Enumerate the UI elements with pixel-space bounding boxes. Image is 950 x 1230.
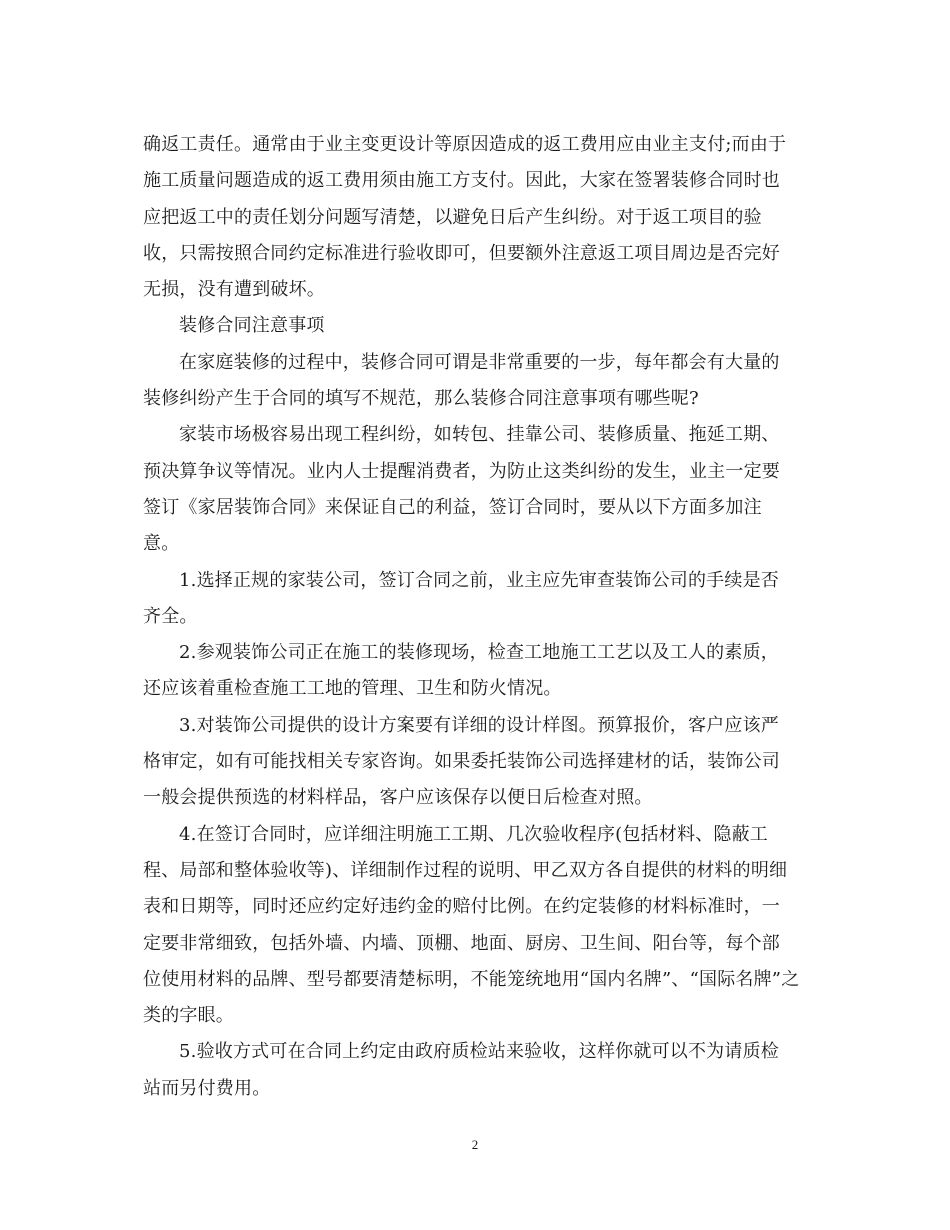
text-line: 签订《家居装饰合同》来保证自己的利益，签订合同时，要从以下方面多加注 — [143, 496, 762, 518]
text-line: 程、局部和整体验收等)、详细制作过程的说明、甲乙双方各自提供的材料的明细 — [143, 859, 788, 881]
text-line: 位使用材料的品牌、型号都要清楚标明，不能笼统地用“国内名牌”、“国际名牌”之 — [143, 968, 800, 990]
text-line: 站而另付费用。 — [143, 1077, 271, 1099]
text-line: 无损，没有遭到破坏。 — [143, 279, 325, 301]
text-line: 格审定，如有可能找相关专家咨询。如果委托装饰公司选择建材的话，装饰公司 — [143, 751, 780, 773]
text-line: 3.对装饰公司提供的设计方案要有详细的设计样图。预算报价，客户应该严 — [179, 714, 779, 736]
text-line: 应把返工中的责任划分问题写清楚，以避免日后产生纠纷。对于返工项目的验 — [143, 206, 762, 228]
text-line: 预决算争议等情况。业内人士提醒消费者，为防止这类纠纷的发生，业主一定要 — [143, 460, 780, 482]
text-line: 施工质量问题造成的返工费用须由施工方支付。因此，大家在签署装修合同时也 — [143, 170, 780, 192]
text-line: 装修合同注意事项 — [179, 315, 325, 337]
text-line: 在家庭装修的过程中，装修合同可谓是非常重要的一步，每年都会有大量的 — [179, 351, 780, 373]
text-line: 齐全。 — [143, 605, 198, 627]
page-number: 2 — [471, 1137, 479, 1152]
text-line: 定要非常细致，包括外墙、内墙、顶棚、地面、厨房、卫生间、阳台等，每个部 — [143, 932, 780, 954]
body-text — [143, 127, 811, 1107]
text-line: 装修纠纷产生于合同的填写不规范，那么装修合同注意事项有哪些呢? — [143, 388, 699, 410]
text-line: 还应该着重检查施工工地的管理、卫生和防火情况。 — [143, 678, 562, 700]
text-line: 意。 — [143, 533, 180, 555]
text-line: 2.参观装饰公司正在施工的装修现场，检查工地施工工艺以及工人的素质， — [179, 642, 779, 664]
text-line: 表和日期等，同时还应约定好违约金的赔付比例。在约定装修的材料标准时，一 — [143, 896, 780, 918]
text-line: 确返工责任。通常由于业主变更设计等原因造成的返工费用应由业主支付;而由于 — [143, 134, 787, 155]
text-line: 家装市场极容易出现工程纠纷，如转包、挂靠公司、装修质量、拖延工期、 — [179, 424, 780, 446]
text-line: 收，只需按照合同约定标准进行验收即可，但要额外注意返工项目周边是否完好 — [143, 242, 780, 264]
text-line: 一般会提供预选的材料样品，客户应该保存以便日后检查对照。 — [143, 787, 653, 809]
text-line: 4.在签订合同时，应详细注明施工工期、几次验收程序(包括材料、隐蔽工 — [179, 823, 768, 845]
text-line: 1.选择正规的家装公司，签订合同之前，业主应先审查装饰公司的手续是否 — [179, 569, 779, 591]
text-line: 5.验收方式可在合同上约定由政府质检站来验收，这样你就可以不为请质检 — [179, 1041, 779, 1063]
text-line: 类的字眼。 — [143, 1005, 234, 1027]
